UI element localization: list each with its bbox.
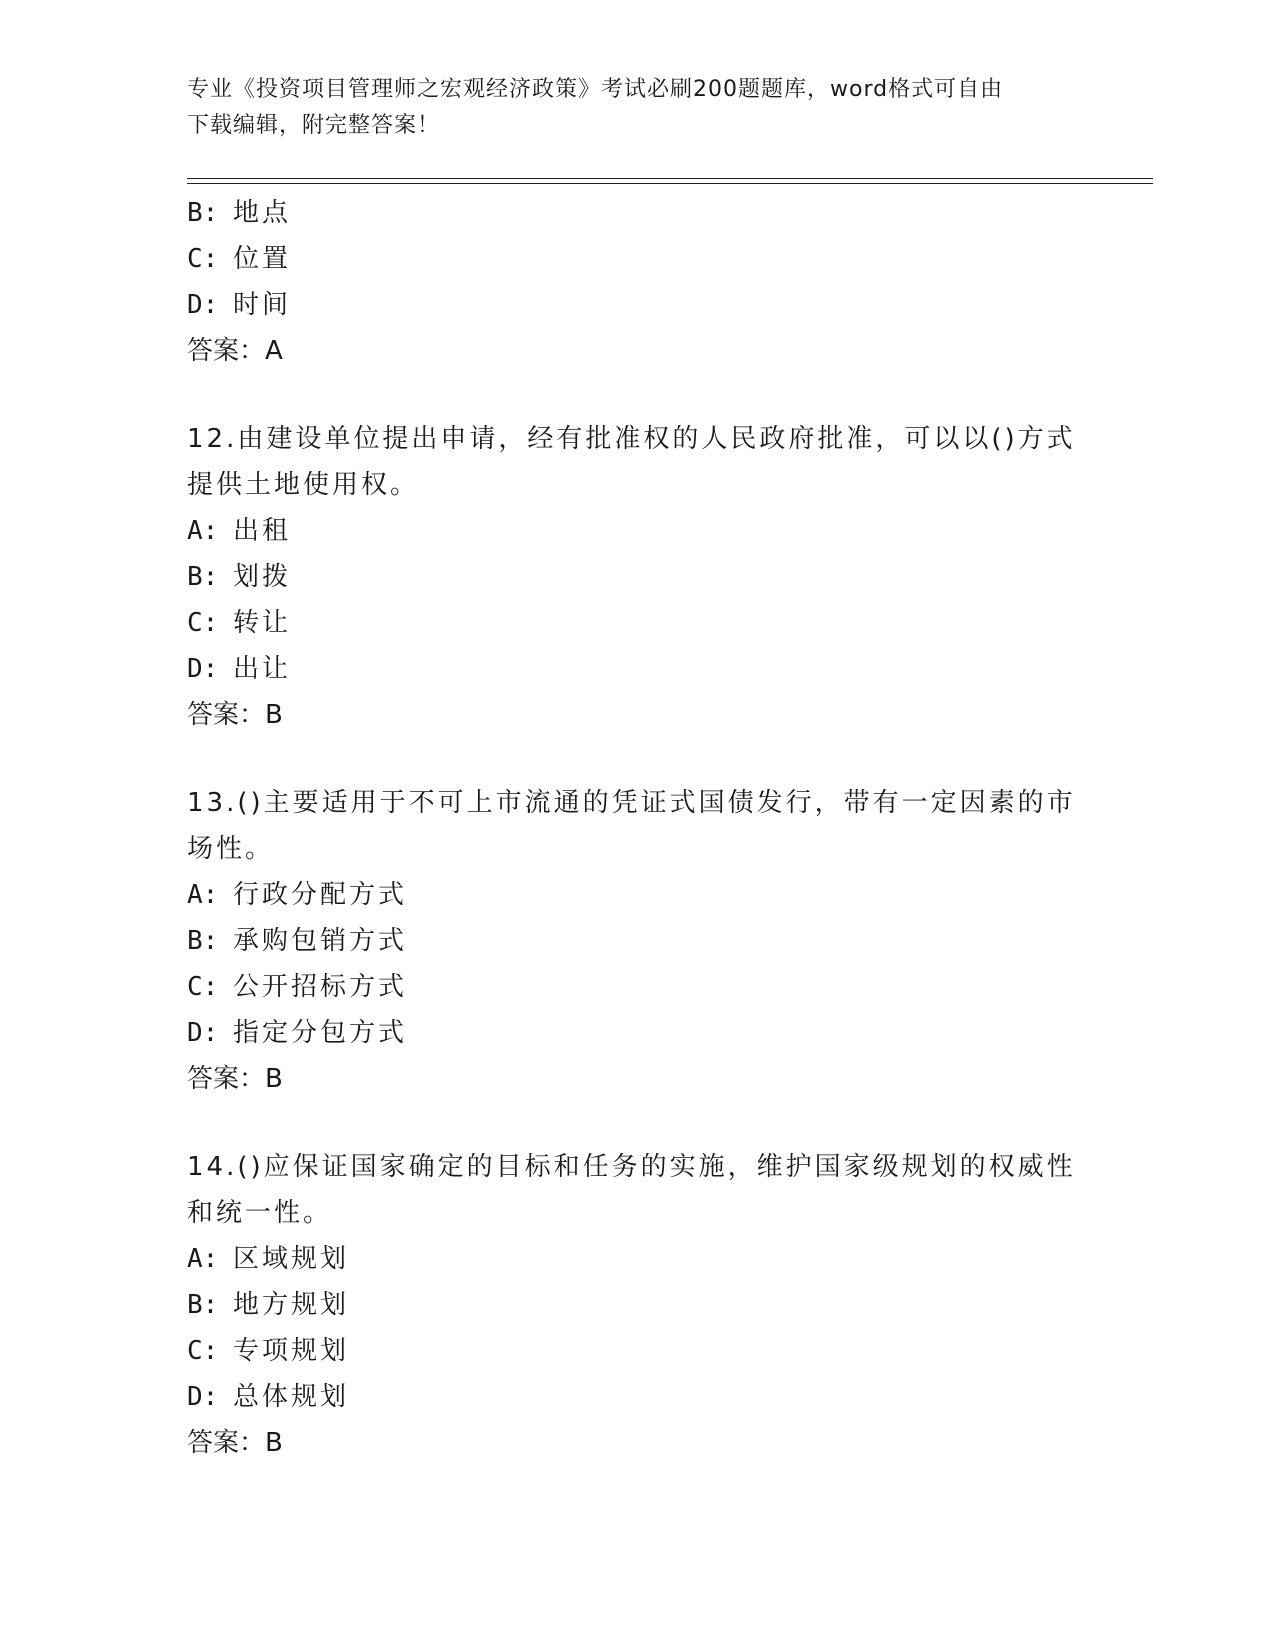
answer-value: B [265,1428,283,1458]
option-a [187,1236,1087,1282]
header-rule-bottom [187,183,1153,184]
document-header [187,72,1087,144]
option-letter: B: [187,562,219,592]
answer-value: A [265,336,283,366]
question-stem-line-1: 13.()主要适用于不可上市流通的凭证式国债发行，带有一定因素的市 [187,788,1076,818]
question-stem-line-2: 场性。 [187,834,275,864]
question-12 [187,416,1087,738]
option-c [187,964,1087,1010]
question-14 [187,1144,1087,1466]
answer-line [187,328,1087,374]
answer-label: 答案： [187,700,266,730]
option-letter: D: [187,1018,219,1048]
option-letter: B: [187,926,219,956]
question-stem-line-1: 14.()应保证国家确定的目标和任务的实施，维护国家级规划的权威性 [187,1152,1076,1182]
option-c [187,600,1087,646]
option-b [187,1282,1087,1328]
option-text: 区域规划 [233,1244,350,1274]
option-text: 时间 [233,290,292,320]
option-letter: D: [187,290,219,320]
partial-question [187,190,1087,374]
option-text: 出租 [233,516,292,546]
option-text: 总体规划 [233,1382,350,1412]
option-b [187,190,1087,236]
option-c [187,1328,1087,1374]
question-stem-line-2: 提供土地使用权。 [187,470,420,500]
option-d [187,282,1087,328]
option-d [187,646,1087,692]
option-a [187,508,1087,554]
question-13 [187,780,1087,1102]
option-text: 行政分配方式 [233,880,408,910]
option-text: 地点 [233,198,292,228]
question-stem-line-1: 12.由建设单位提出申请，经有批准权的人民政府批准，可以以()方式 [187,424,1076,454]
question-content [187,190,1087,1466]
option-letter: D: [187,654,219,684]
option-text: 划拨 [233,562,292,592]
option-text: 地方规划 [233,1290,350,1320]
header-rule-top [187,178,1153,179]
option-letter: B: [187,1290,219,1320]
header-line-2: 下载编辑，附完整答案！ [187,113,441,138]
option-letter: D: [187,1382,219,1412]
option-text: 承购包销方式 [233,926,408,956]
option-letter: C: [187,972,219,1002]
option-letter: C: [187,608,219,638]
option-b [187,918,1087,964]
option-letter: A: [187,516,219,546]
answer-line [187,1056,1087,1102]
option-letter: A: [187,1244,219,1274]
answer-label: 答案： [187,1064,266,1094]
answer-line [187,1420,1087,1466]
option-c [187,236,1087,282]
answer-label: 答案： [187,1428,266,1458]
option-text: 位置 [233,244,292,274]
option-text: 指定分包方式 [233,1018,408,1048]
answer-value: B [265,700,283,730]
option-b [187,554,1087,600]
answer-label: 答案： [187,336,266,366]
header-line-1: 专业《投资项目管理师之宏观经济政策》考试必刷200题题库，word格式可自由 [187,77,1004,102]
answer-line [187,692,1087,738]
option-letter: C: [187,1336,219,1366]
option-d [187,1374,1087,1420]
option-text: 专项规划 [233,1336,350,1366]
option-text: 公开招标方式 [233,972,408,1002]
answer-value: B [265,1064,283,1094]
question-stem-line-2: 和统一性。 [187,1198,333,1228]
option-d [187,1010,1087,1056]
option-text: 转让 [233,608,292,638]
option-letter: C: [187,244,219,274]
option-a [187,872,1087,918]
option-letter: B: [187,198,219,228]
option-letter: A: [187,880,219,910]
option-text: 出让 [233,654,292,684]
